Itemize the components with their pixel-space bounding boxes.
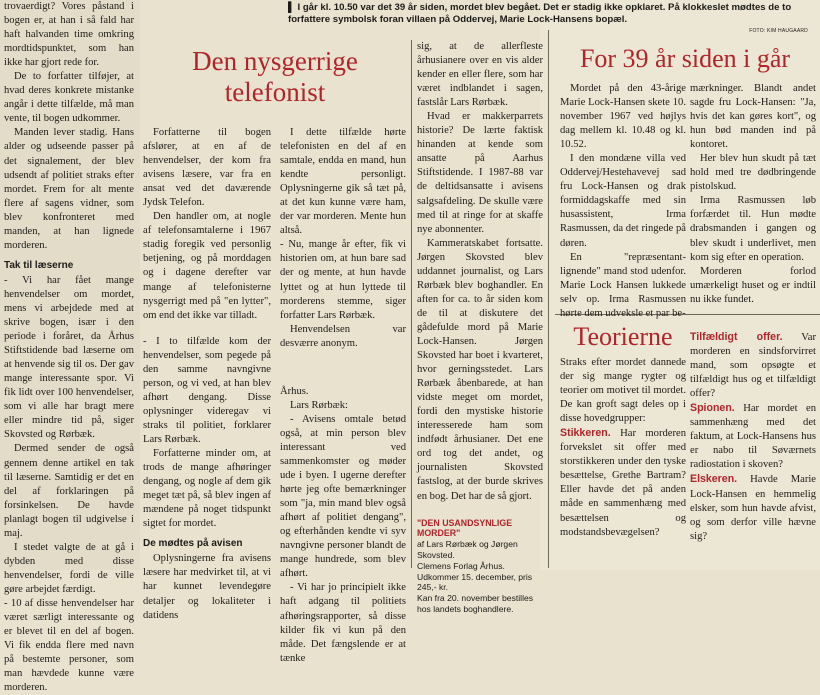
theory-label: Spionen. [690,402,735,415]
paragraph: Kammeratskabet fortsatte. Jørgen Skovsted blev uddannet journalist, og Lars Rørbæk blev boghandler. En aften for ca. to år siden kom de til at diskutere det gådefulde mord på Marie Lock-Hansen. Jørgen Skovsted har boet i kvarteret, hvor gerningsstedet. Lars Rørbæk åbenbarede, at han vidste meget om mordet, fordi den mystiske historie interesserede ham som indfødt århusianer. Det ene ord tog det andet, og journalisten Skovsted fastslog, at der burde skrives en bog. Det har de så gjort. [417,237,543,502]
article-column-3 [280,126,406,666]
paragraph: - Avisens omtale betød også, at min person blev interessant ved sammenkomster og møder ude i byen. I ugerne derefter hørte jeg ofte bemærkninger som "ja, min mand blev også afhørt af politiet dengang", og efterhånden kendte vi syv navngivne personer blandt de mange hundrede, som blev afhørt. [280,413,406,580]
book-details: af Lars Rørbæk og Jørgen Skovsted. Clemens Forlag Århus. Udkommer 15. december, pris 245,- kr. Kan fra 20. november bestilles hos landets boghandlere. [417,539,534,614]
subheading: De mødtes på avisen [143,538,243,550]
theory-text: Har mordet en sammenhæng med det faktum, at Lock-Hansens hus er nabo til Søværnets radiostation i skoven? [690,403,817,471]
theory-label: Elskeren. [690,473,738,486]
paragraph: - Nu, mange år efter, fik vi historien om, at hun bare sad der og mente, at hun havde lyttet og at hun lyttede til morderens stemme, siger forfatter Lars Rørbæk. [280,239,406,321]
paragraph: I stedet valgte de at gå i dybden med disse henvendelser, fordi de ville gøre arbejdet færdigt. [4,541,134,595]
headline-39-years: For 39 år siden i går [579,44,791,73]
article-column-5 [560,82,686,321]
article-column-2 [143,126,271,623]
paragraph: Manden lever stadig. Hans alder og udseende passer på det signalement, der blev udsendt af politiet straks efter mordet. Frem for alt mente flere af sagens vidner, som blev konfronteret med manden, at han lignede morderen. [4,127,134,251]
paragraph [690,472,816,543]
theory-text: Var morderen en sindsforvirret mand, som opsøgte et tilfældigt hus og et tilfældigt offer? [690,332,816,400]
paragraph: Mordet på den 43-årige Marie Lock-Hansen skete 10. november 1967 ved højlys dag mellem kl. 10.48 og kl. 10.52. [560,83,686,151]
photo-credit: FOTO: KIM HAUGAARD [749,28,808,34]
paragraph: Dermed sender de også gennem denne artikel en tak til læserne. Samtidig er det en del af forklaringen på forsinkelsen. De havde planlagt bogen til udgivelse i maj. [4,443,134,539]
photo-caption [288,2,816,26]
column-rule [411,40,412,568]
paragraph: sig, at de allerfleste århusianere over en vis alder kender en eller flere, som har været indblandet i sagen, fastslår Lars Rørbæk. [417,41,543,109]
paragraph: - I to tilfælde kom der henvendelser, som pegede på den samme navngivne person, og vi ved, at han blev afhørt dengang. Disse oplysninger videregav vi straks til politiet, forklarer Lars Rørbæk. [143,335,271,445]
paragraph: - Vi har fået mange henvendelser om mordet, mens vi arbejdede med at skrive bogen, især i den periode i foråret, da Århus Stiftstidende bad læserne om at henvende sig til os. Der gav mange interessante spor. Vi fik lidt over 100 henvendelser, som vi alle har bragt mere eller mindre tid på, siger Skovsted og Rørbæk. [4,274,134,441]
book-info [417,518,543,615]
caption-lead: I går kl. 10.50 var det 39 år siden, mordet blev begået. Det er stadig ikke opklaret. På klokkeslet mødtes de to forfattere symbolsk foran villaen på Oddervej, Marie Lock-Hansens bopæl. [288,2,792,26]
article-column-6 [690,82,816,307]
column-rule [548,30,549,568]
theory-label: Tilfældigt offer. [690,331,783,343]
paragraph: En "repræsentant-lignende" mand stod udenfor. Marie Lock Hansen lukkede selv op. Irma Rasmussen hørte dem udveksle et par be- [560,251,686,319]
paragraph: trovaerdigt? Vores påstand i bogen er, at han i så fald har haft halvanden time omkring mordtidspunktet, som han ikke har gjort rede for. [4,1,134,69]
article-column-1 [4,0,134,695]
article-column-8 [690,330,816,544]
paragraph: Forfatterne minder om, at trods de mange afhøringer dengang, og nogle af dem gik meget tæt på, så blev ingen af mændene på noget tidspunkt sigtet for mordet. [143,448,271,530]
caption-marker: ▌ [288,2,295,13]
paragraph: Irma Rasmussen løb forfærdet til. Hun mødte drabsmanden i gangen og blev skudt i underlivet, men kom sig efter en operation. [690,195,816,263]
theory-label: Stikkeren. [560,427,611,440]
paragraph: Århus. [280,385,309,397]
paragraph: Morderen forlod umærkeligt huset og er indtil nu ikke fundet. [690,265,816,305]
book-title: "DEN USANDSYNLIGE MORDER" [417,517,513,539]
theory-text: Har morderen forvekslet sit offer med storstikkeren under den tyske besættelse, Grethe Bartram? Eller havde det på anden måde en sammenhæng med besættelsen og modstandsbevægelsen? [560,428,686,538]
paragraph [560,426,686,539]
paragraph [690,401,816,472]
paragraph: Henvendelsen var desværre anonym. [280,323,406,349]
paragraph: - 10 af disse henvendelser har været særligt interessante og er blevet til en del af bogen. Vi fik endda flere med navn på bestemte personer, som man hævdede kunne være morderen. [4,597,134,694]
headline-telefonist: Den nysgerrige telefonist [192,46,358,107]
paragraph: mærkninger. Blandt andet sagde fru Lock-Hansen: "Ja, hvis det kan gøres kort", og hun bød manden ind på kontoret. [690,83,816,151]
paragraph: I dette tilfælde hørte telefonisten en del af en samtale, endda en mand, hun kendte personligt. Oplysningerne gik så tæt på, at det kun kunne være ham, der var morderen. Mente hun altså. [280,127,406,237]
article-column-4 [417,40,543,615]
paragraph: - Vi har jo principielt ikke haft adgang til politiets afhøringsrapporter, så disse kilder fik vi kun på den måde. Det fængslende er at tænke [280,582,406,664]
paragraph: Den handler om, at nogle af telefonsamtalerne i 1967 stadig foregik ved personlig betjening, og på morddagen og i dagene derefter var mange af telefonisterne nysgerrigt med på "en lytter", om end det ikke var tilladt. [143,211,271,321]
paragraph: Lars Rørbæk: [290,399,348,411]
subheading: Tak til læserne [4,259,74,271]
paragraph: Oplysningerne fra avisens læsere har medvirket til, at vi har kunnet levendegøre detaljer og lokaliteter i datidens [143,553,271,621]
paragraph: Forfatterne til bogen afslører, at en af de henvendelser, der kom fra avisens læsere, var fra en ansat ved det daværende Jydsk Telefon. [143,127,271,209]
paragraph: De to forfatter tilføjer, at hvad deres konkrete mistanke angår i dette tilfælde, må man vente, til bogen udkommer. [4,71,134,125]
paragraph: Hvad er makkerparrets historie? De lærte faktisk hinanden at kende som ansatte på Aarhus Stiftstidende. I 1987-88 var de deltidsansatte i avisens salgsafdeling. De skulle være med til at ringe for at skaffe nye abonnenter. [417,111,543,235]
paragraph: I den mondæne villa ved Oddervej/Hestehavevej sad fru Lock-Hansen og drak formiddagskaffe med sin husassistent, Irma Rasmussen, da det ringede på døren. [560,153,686,249]
paragraph: Straks efter mordet dannede der sig mange rygter og teorier om motivet til mordet. De kan groft sagt deles op i disse hovedgrupper: [560,357,686,425]
article-column-7 [560,356,686,540]
paragraph [690,330,816,401]
theory-text: Havde Marie Lock-Hansen en hemmelig elsker, som hun havde afvist, og som derfor ville hævne sig? [690,474,816,542]
paragraph: Her blev hun skudt på tæt hold med tre dødbringende pistolskud. [690,153,816,193]
headline-teorierne: Teorierne [573,322,673,351]
